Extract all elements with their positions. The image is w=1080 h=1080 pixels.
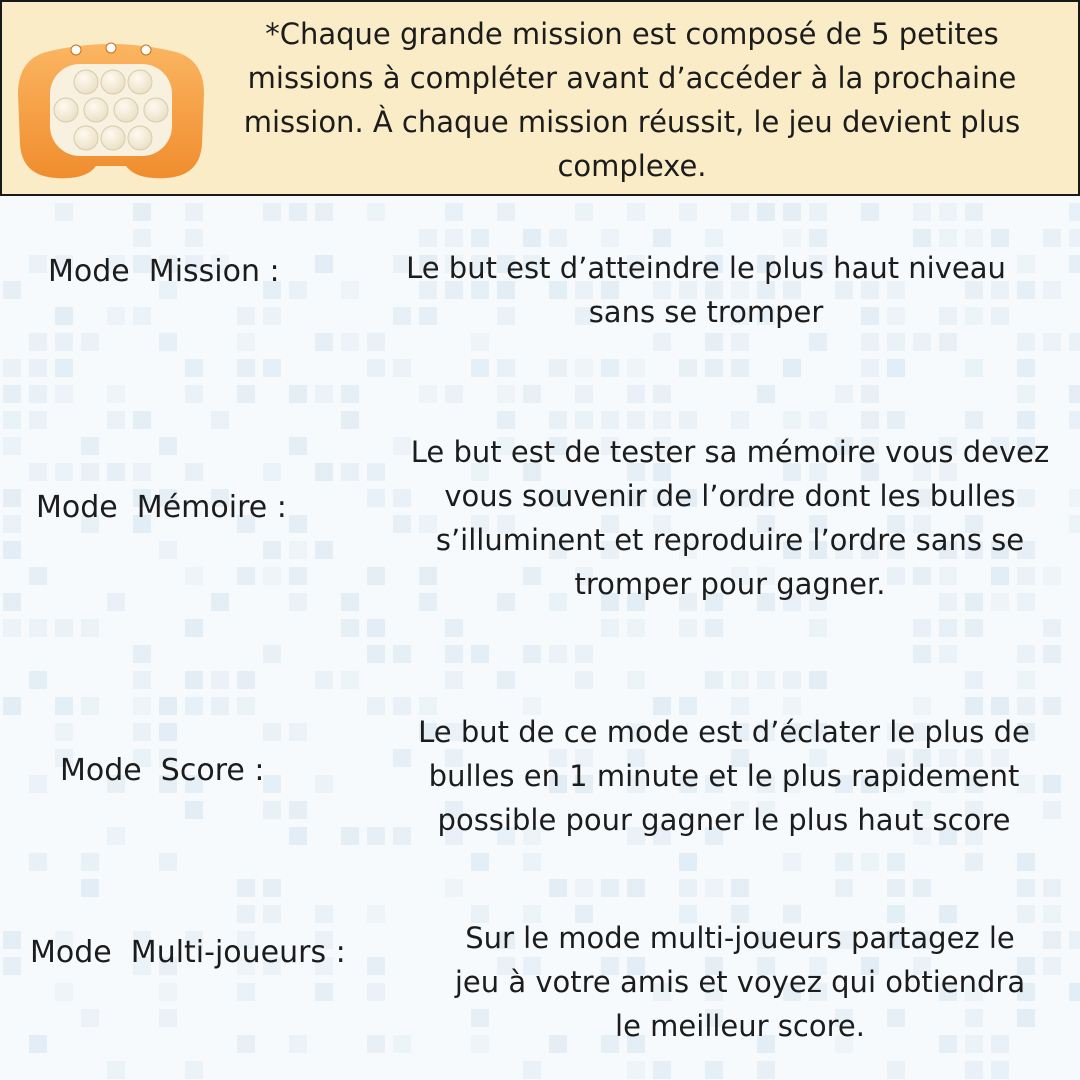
description-line: Le but est de tester sa mémoire vous devez — [410, 435, 1050, 469]
mode-multijoueurs-description — [424, 916, 1056, 1048]
mode-score-description — [396, 710, 1052, 842]
header-note-line: missions à compléter avant d’accéder à la prochaine — [247, 61, 1017, 95]
description-line: bulles en 1 minute et le plus rapidement — [428, 759, 1020, 793]
description-line: vous souvenir de l’ordre dont les bulles — [444, 479, 1016, 513]
description-line: tromper pour gagner. — [574, 567, 886, 601]
mode-mission-label: Mode Mission : — [48, 254, 280, 289]
description-line: Le but de ce mode est d’éclater le plus de — [418, 715, 1030, 749]
description-line: jeu à votre amis et voyez qui obtiendra — [454, 965, 1026, 999]
mode-score-label: Mode Score : — [60, 753, 265, 788]
description-line: Le but est d’atteindre le plus haut niveau — [406, 251, 1006, 285]
header-note-line: *Chaque grande mission est composé de 5 petites — [265, 17, 999, 51]
mode-memoire-label: Mode Mémoire : — [36, 490, 287, 525]
description-line: sans se tromper — [588, 295, 824, 329]
description-line: Sur le mode multi-joueurs partagez le — [465, 921, 1015, 955]
mode-multijoueurs-label: Mode Multi-joueurs : — [30, 935, 346, 970]
description-line: possible pour gagner le plus haut score — [437, 803, 1011, 837]
header-note-line: complexe. — [557, 149, 707, 183]
quick-push-game-console-icon — [16, 34, 206, 184]
header-note-box — [0, 0, 1080, 196]
description-line: le meilleur score. — [615, 1009, 865, 1043]
description-line: s’illuminent et reproduire l’ordre sans se — [435, 523, 1025, 557]
header-note-line: mission. À chaque mission réussit, le jeu devient plus — [243, 105, 1021, 139]
mode-mission-description — [366, 246, 1046, 334]
header-note-text — [242, 12, 1022, 188]
mode-memoire-description — [398, 430, 1062, 606]
